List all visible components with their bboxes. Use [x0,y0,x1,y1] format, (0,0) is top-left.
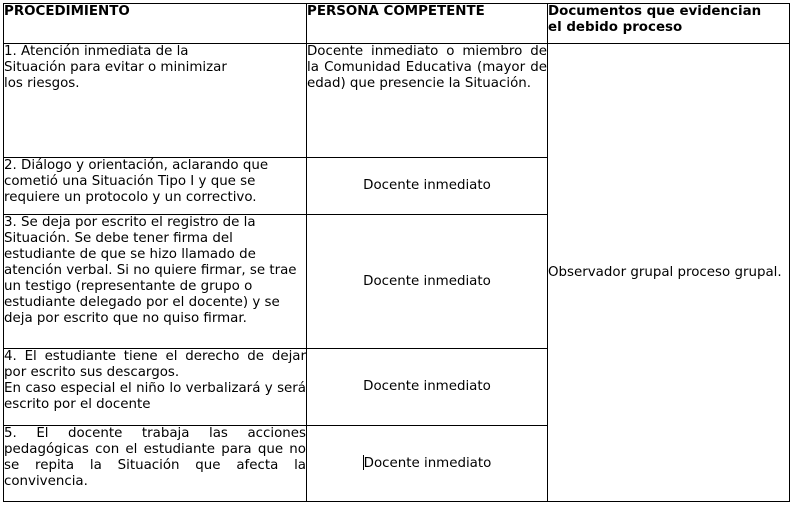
header-persona-competente: PERSONA COMPETENTE [307,4,548,44]
procedure-2-line3: requiere un protocolo y un correctivo. [4,190,257,205]
procedure-4-extra: En caso especial el niño lo verbalizará y será escrito por el docente [4,381,306,412]
procedure-cell-4 [4,349,307,426]
procedure-cell-3: 3. Se deja por escrito el registro de la Situación. Se debe tener firma del estudiante de que se hizo llamado de atención verbal. Si no quiere firmar, se trae un testigo (representante de grupo o estudiante delegado por el docente) y se deja por escrito que no quiso firmar. [4,215,307,349]
person-5-text: Docente inmediato [363,456,492,471]
evidence-cell: Observador grupal proceso grupal. [548,44,790,502]
procedure-2-line1: 2. Diálogo y orientación, aclarando que [4,158,269,173]
procedure-2-line2: cometió una Situación Tipo I y que se [4,174,256,189]
procedure-1-line1: 1. Atención inmediata de la [4,44,189,59]
header-documentos-line1: Documentos que evidencian [548,4,762,19]
person-cell-3: Docente inmediato [307,215,548,349]
procedure-cell-2 [4,158,307,215]
person-cell-2: Docente inmediato [307,158,548,215]
header-documentos-line2: el debido proceso [548,20,683,35]
procedure-cell-5: 5. El docente trabaja las acciones pedagógicas con el estudiante para que no se repita la Situación que afecta la convivencia. [4,426,307,502]
person-cell-1: Docente inmediato o miembro de la Comunidad Educativa (mayor de edad) que presencie la Situación. [307,44,548,158]
table-header-row [4,4,790,44]
procedure-cell-1 [4,44,307,158]
procedure-4-text: 4. El estudiante tiene el derecho de dejar por escrito sus descargos. [4,349,306,380]
procedure-1-line3: los riesgos. [4,76,80,91]
table-row [4,44,790,158]
person-cell-5 [307,426,548,502]
header-documentos [548,4,790,44]
person-cell-4: Docente inmediato [307,349,548,426]
header-procedimiento: PROCEDIMIENTO [4,4,307,44]
procedure-1-line2: Situación para evitar o minimizar [4,60,227,75]
procedures-table [3,3,790,502]
